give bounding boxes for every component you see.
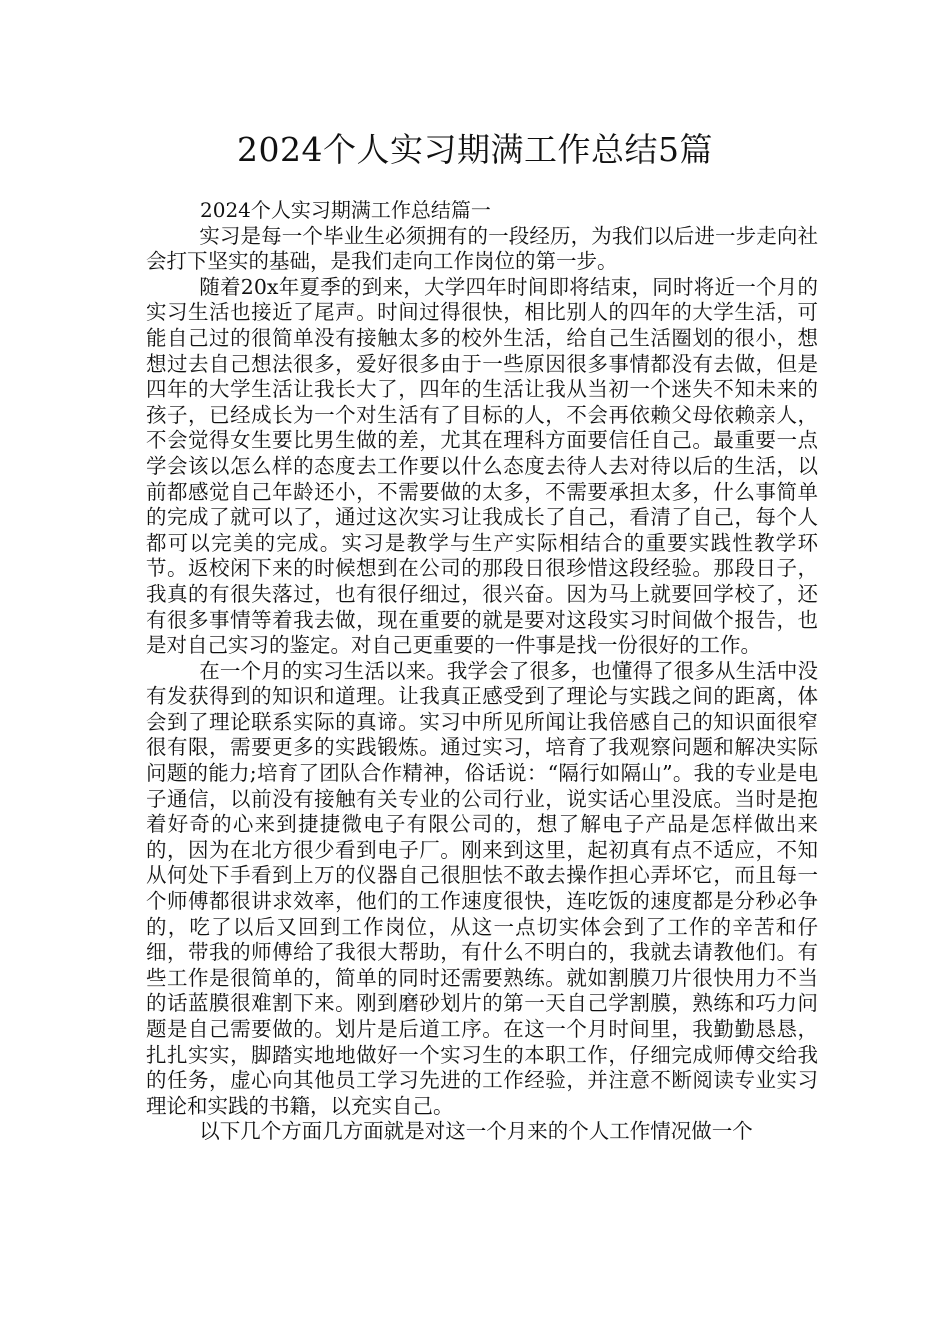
paragraph-3: 在一个月的实习生活以来。我学会了很多，也懂得了很多从生活中没有发获得到的知识和道理。让我真正感受到了理论与实践之间的距离，体会到了理论联系实际的真谛。实习中所见所闻让我倍感自己的知识面很窄很有限，需要更多的实践锻炼。通过实习，培育了我观察问题和解决实际问题的能力;培育了团队合作精神，俗话说：“隔行如隔山”。我的专业是电子通信，以前没有接触有关专业的公司行业，说实话心里没底。当时是抱着好奇的心来到捷捷微电子有限公司的，想了解电子产品是怎样做出来的，因为在北方很少看到电子厂。刚来到这里，起初真有点不适应，不知从何处下手看到上万的仪器自己很胆怯不敢去操作担心弄坏它，而且每一个师傅都很讲求效率，他们的工作速度很快，连吃饭的速度都是分秒必争的，吃了以后又回到工作岗位，从这一点切实体会到了工作的辛苦和仔细，带我的师傅给了我很大帮助，有什么不明白的，我就去请教他们。有些工作是很简单的，简单的同时还需要熟练。就如割膜刀片很快用力不当的话蓝膜很难割下来。刚到磨砂划片的第一天自己学割膜，熟练和巧力问题是自己需要做的。划片是后道工序。在这一个月时间里，我勤勤恳恳，扎扎实实，脚踏实地地做好一个实习生的本职工作，仔细完成师傅交给我的任务，虚心向其他员工学习先进的工作经验，并注意不断阅读专业实习理论和实践的书籍，以充实自己。 [146, 658, 818, 1118]
paragraph-2: 随着20x年夏季的到来，大学四年时间即将结束，同时将近一个月的实习生活也接近了尾声。时间过得很快，相比别人的四年的大学生活，可能自己过的很简单没有接触太多的校外生活，给自己生活圈划的很小，想想过去自己想法很多，爱好很多由于一些原因很多事情都没有去做，但是四年的大学生活让我长大了，四年的生活让我从当初一个迷失不知未来的孩子，已经成长为一个对生活有了目标的人，不会再依赖父母依赖亲人，不会觉得女生要比男生做的差，尤其在理科方面要信任自己。最重要一点学会该以怎么样的态度去工作要以什么态度去待人去对待以后的生活，以前都感觉自己年龄还小，不需要做的太多，不需要承担太多，什么事简单的完成了就可以了，通过这次实习让我成长了自己，看清了自己，每个人都可以完美的完成。实习是教学与生产实际相结合的重要实践性教学环节。返校闲下来的时候想到在公司的那段日很珍惜这段经验。那段日子，我真的有很失落过，也有很仔细过，很兴奋。因为马上就要回学校了，还有很多事情等着我去做，现在重要的就是要对这段实习时间做个报告，也是对自己实习的鉴定。对自己更重要的一件事是找一份很好的工作。 [146, 274, 818, 658]
document-title: 2024个人实习期满工作总结5篇 [237, 130, 713, 169]
document-body [146, 198, 818, 1145]
section-title: 2024个人实习期满工作总结篇一 [200, 198, 491, 222]
paragraph-4: 以下几个方面几方面就是对这一个月来的个人工作情况做一个 [199, 1119, 753, 1144]
paragraph-1: 实习是每一个毕业生必须拥有的一段经历，为我们以后进一步走向社会打下坚实的基础，是我们走向工作岗位的第一步。 [146, 223, 818, 274]
